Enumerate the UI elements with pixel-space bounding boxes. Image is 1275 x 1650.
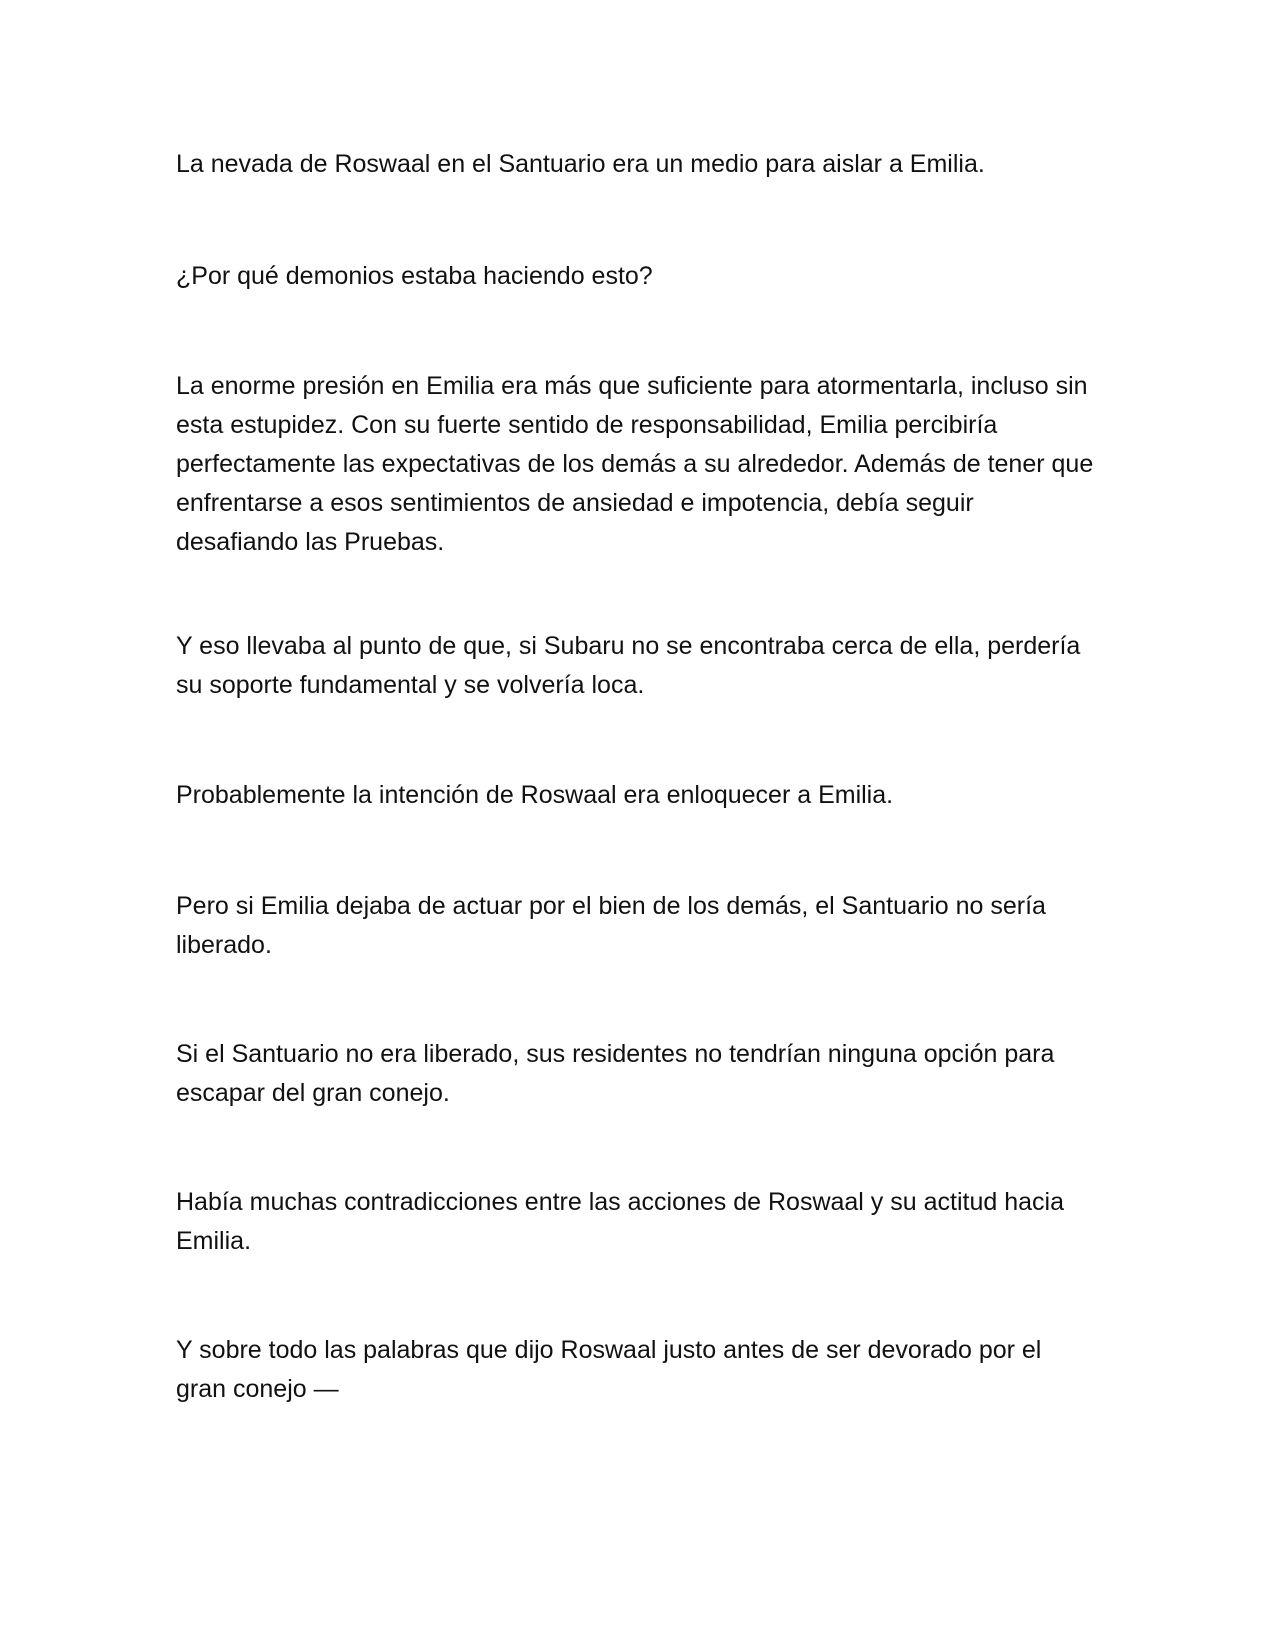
paragraph-6: Pero si Emilia dejaba de actuar por el bien de los demás, el Santuario no sería liberado. <box>176 892 1046 959</box>
paragraph-3: La enorme presión en Emilia era más que suficiente para atormentarla, incluso sin esta estupidez. Con su fuerte sentido de responsabilidad, Emilia percibiría perfectamente las expectativas de los demás a su alrededor. Además de tener que enfrentarse a esos sentimientos de ansiedad e impotencia, debía seguir desafiando las Pruebas. <box>176 372 1094 556</box>
paragraph-7: Si el Santuario no era liberado, sus residentes no tendrían ninguna opción para escapar del gran conejo. <box>176 1040 1055 1107</box>
paragraph-4: Y eso llevaba al punto de que, si Subaru no se encontraba cerca de ella, perdería su soporte fundamental y se volvería loca. <box>176 632 1081 699</box>
paragraph-5: Probablemente la intención de Roswaal era enloquecer a Emilia. <box>176 781 894 809</box>
paragraph-9: Y sobre todo las palabras que dijo Roswaal justo antes de ser devorado por el gran conejo — <box>176 1336 1042 1403</box>
paragraph-2: ¿Por qué demonios estaba haciendo esto? <box>176 262 653 290</box>
paragraph-8: Había muchas contradicciones entre las acciones de Roswaal y su actitud hacia Emilia. <box>176 1188 1064 1255</box>
paragraph-1: La nevada de Roswaal en el Santuario era un medio para aislar a Emilia. <box>176 150 985 178</box>
